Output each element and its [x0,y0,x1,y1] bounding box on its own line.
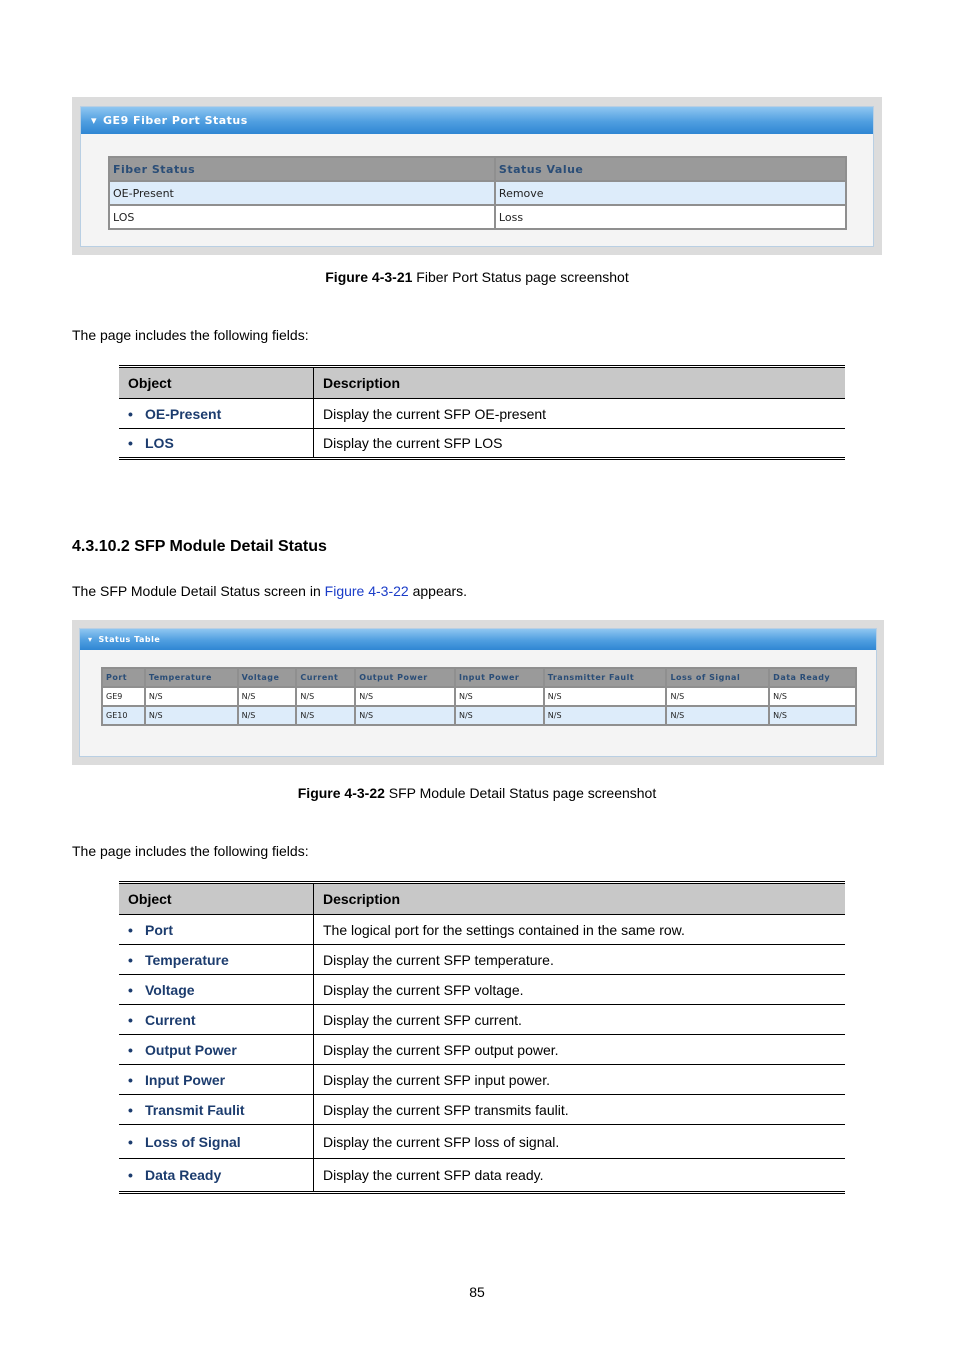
table-cell: GE10 [102,706,145,725]
column-header: Description [314,367,846,399]
table-cell: N/S [145,706,238,725]
table-cell: N/S [455,687,544,706]
table-row [119,1035,845,1065]
figure-caption-text: Fiber Port Status page screenshot [412,269,629,285]
column-header: Fiber Status [109,157,495,181]
fiber-port-status-panel [80,106,874,247]
table-row [119,945,845,975]
figure-caption [0,785,954,801]
object-name: Temperature [145,951,229,968]
object-name: LOS [145,435,174,451]
table-cell: N/S [544,706,667,725]
object-name: OE-Present [145,405,222,422]
object-name: Output Power [145,1041,237,1058]
bullet-icon: • [128,435,133,451]
table-row [119,399,845,429]
column-header: Voltage [238,668,297,687]
object-cell [119,1065,314,1095]
object-name: Voltage [145,981,195,998]
object-name: Current [145,1011,196,1028]
table-cell: N/S [296,687,355,706]
section-heading: 4.3.10.2 SFP Module Detail Status [72,538,327,555]
description-cell: Display the current SFP temperature. [314,945,846,975]
collapse-caret-icon[interactable]: ▾ [88,635,93,644]
intro-paragraph: The page includes the following fields: [72,327,309,343]
description-cell: Display the current SFP voltage. [314,975,846,1005]
table-cell: N/S [355,706,455,725]
table-cell: N/S [769,687,856,706]
column-header: Object [119,883,314,915]
fiber-status-table [108,156,847,230]
description-cell: Display the current SFP current. [314,1005,846,1035]
collapse-caret-icon[interactable]: ▾ [91,114,98,127]
column-header: Data Ready [769,668,856,687]
object-cell [119,1005,314,1035]
object-name: Input Power [145,1071,226,1088]
table-cell: N/S [145,687,238,706]
panel-header[interactable] [80,629,876,650]
paragraph-text: appears. [408,583,468,599]
table-cell: N/S [238,706,297,725]
panel-title: GE9 Fiber Port Status [103,114,248,127]
object-cell [119,429,314,459]
paragraph-text: The SFP Module Detail Status screen in [72,583,325,599]
section-paragraph [72,583,467,599]
figure-number: Figure 4-3-22 [297,785,385,801]
description-cell: The logical port for the settings contained in the same row. [314,915,846,945]
column-header: Output Power [355,668,455,687]
table-cell: N/S [544,687,667,706]
object-cell [119,1035,314,1065]
bullet-icon: • [128,1011,133,1028]
table-cell: N/S [666,706,769,725]
object-cell [119,1159,314,1193]
table-row [119,1095,845,1125]
description-cell: Display the current SFP output power. [314,1035,846,1065]
figure-link[interactable]: Figure 4-3-22 [324,583,409,599]
object-name: Port [145,921,173,938]
bullet-icon: • [128,951,133,968]
object-name: Loss of Signal [145,1133,241,1150]
object-cell [119,399,314,429]
table-cell: N/S [355,687,455,706]
bullet-icon: • [128,981,133,998]
column-header: Status Value [495,157,846,181]
bullet-icon: • [128,1071,133,1088]
fiber-port-status-screenshot [72,97,882,255]
object-cell [119,1125,314,1159]
bullet-icon: • [128,1041,133,1058]
table-cell: N/S [296,706,355,725]
panel-title: Status Table [98,635,161,644]
table-row [119,1125,845,1159]
table-cell: Remove [495,181,846,205]
table-row [119,975,845,1005]
column-header: Transmitter Fault [544,668,667,687]
table-cell: Loss [495,205,846,229]
column-header: Description [314,883,846,915]
description-cell: Display the current SFP LOS [323,435,503,451]
table-cell: N/S [666,687,769,706]
bullet-icon: • [128,921,133,938]
column-header: Object [119,367,314,399]
fields-table-fiber [119,365,845,460]
column-header: Temperature [145,668,238,687]
column-header: Input Power [455,668,544,687]
table-cell: OE-Present [109,181,495,205]
description-cell: Display the current SFP OE-present [314,399,846,429]
table-cell: LOS [109,205,495,229]
figure-number: Figure 4-3-21 [325,269,413,285]
table-row [109,181,846,205]
object-cell [119,915,314,945]
description-cell: Display the current SFP data ready. [323,1167,544,1183]
intro-paragraph: The page includes the following fields: [72,843,309,859]
sfp-module-status-screenshot [72,620,884,765]
column-header: Current [296,668,355,687]
table-cell: N/S [238,687,297,706]
table-cell: GE9 [102,687,145,706]
object-name: Transmit Faulit [145,1101,245,1118]
description-cell: Display the current SFP transmits faulit. [314,1095,846,1125]
object-name: Data Ready [145,1167,222,1183]
status-table-panel [79,628,877,757]
description-cell: Display the current SFP input power. [314,1065,846,1095]
table-row [119,1005,845,1035]
panel-header[interactable] [81,107,873,134]
table-row [119,1159,845,1193]
fields-table-sfp [119,881,845,1194]
table-row [102,687,856,706]
table-cell: N/S [769,706,856,725]
object-cell [119,945,314,975]
table-row [109,205,846,229]
description-cell: Display the current SFP loss of signal. [314,1125,846,1159]
table-cell: N/S [455,706,544,725]
object-cell [119,975,314,1005]
sfp-status-table [101,667,857,726]
bullet-icon: • [128,1167,133,1183]
page-number: 85 [469,1284,485,1300]
table-row [119,1065,845,1095]
bullet-icon: • [128,1133,133,1150]
object-cell [119,1095,314,1125]
table-row [119,429,845,459]
table-row [102,706,856,725]
figure-caption [0,269,954,285]
bullet-icon: • [128,1101,133,1118]
figure-caption-text: SFP Module Detail Status page screenshot [384,785,657,801]
bullet-icon: • [128,405,133,422]
column-header: Loss of Signal [666,668,769,687]
column-header: Port [102,668,145,687]
table-row [119,915,845,945]
